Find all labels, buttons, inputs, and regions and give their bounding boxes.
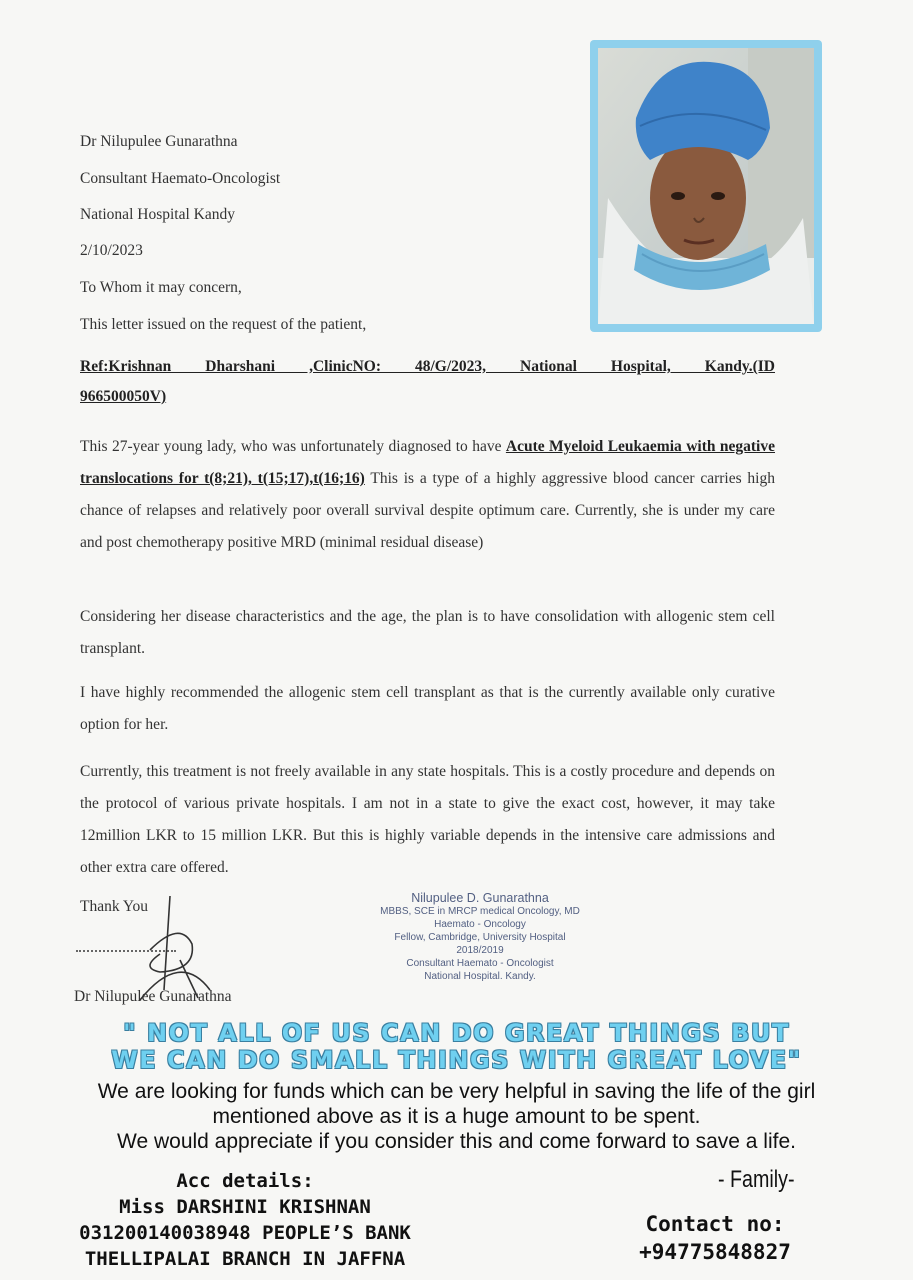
- recommendation-paragraph: I have highly recommended the allogenic stem cell transplant as that is the currently available only curative option for her.: [80, 684, 775, 733]
- stamp-line: Fellow, Cambridge, University Hospital: [394, 932, 566, 943]
- quote-line: WE CAN DO SMALL THINGS WITH GREAT LOVE": [111, 1046, 802, 1074]
- diagnosis-paragraph: [80, 431, 775, 559]
- reference-id: 966500050V): [80, 388, 167, 405]
- stamp-line: Nilupulee D. Gunarathna: [411, 891, 549, 905]
- appeal-line: We are looking for funds which can be very helpful in saving the life of the girl: [97, 1080, 816, 1103]
- plan-paragraph: Considering her disease characteristics and the age, the plan is to have consolidation with allogenic stem cell transplant.: [80, 608, 775, 657]
- intro-line: This letter issued on the request of the patient,: [80, 316, 367, 333]
- quote-line: " NOT ALL OF US CAN DO GREAT THINGS BUT: [123, 1019, 790, 1047]
- patient-photo: [598, 48, 814, 324]
- account-branch: THELLIPALAI BRANCH IN JAFFNA: [84, 1248, 406, 1270]
- diagnosis-highlight: Acute Myeloid Leukaemia with negative translocations for t(8;21), t(15;17),t(16;16): [80, 438, 775, 487]
- doctor-stamp: [350, 892, 610, 983]
- account-details: [20, 1168, 470, 1272]
- appeal-line: We would appreciate if you consider this and come forward to save a life.: [117, 1130, 796, 1153]
- cost-paragraph: Currently, this treatment is not freely available in any state hospitals. This is a costly procedure and depends on the protocol of various private hospitals. I am not in a state to give the exact cost, however, it may take 12million LKR to 15 million LKR. But this is highly variable depends in the intensive care admissions and other extra care offered.: [80, 763, 775, 876]
- signature-name: Dr Nilupulee Gunarathna: [74, 988, 232, 1005]
- stamp-line: 2018/2019: [456, 945, 504, 956]
- contact-number: +94775848827: [639, 1240, 791, 1264]
- doctor-name: Dr Nilupulee Gunarathna: [80, 133, 238, 150]
- family-signoff: - Family-: [718, 1166, 795, 1193]
- diagnosis-text-b: This is a type of a highly aggressive blood cancer carries high chance of relapses and relatively poor overall survival despite optimum care. Currently, she is under my care and post chemotherapy positive MRD (minimal residual disease): [80, 470, 775, 551]
- patient-photo-frame: [590, 40, 822, 332]
- stamp-line: MBBS, SCE in MRCP medical Oncology, MD: [380, 906, 580, 917]
- stamp-line: National Hospital. Kandy.: [424, 971, 536, 982]
- stamp-line: Haemato - Oncology: [434, 919, 526, 930]
- fund-appeal: [0, 1079, 913, 1154]
- reference-line: Ref:Krishnan Dharshani ,ClinicNO: 48/G/2023, National Hospital, Kandy.(ID: [80, 358, 775, 375]
- contact-details: [600, 1210, 830, 1266]
- account-label: Acc details:: [176, 1170, 314, 1192]
- account-number: 031200140038948 PEOPLE’S BANK: [79, 1222, 411, 1244]
- thank-you: Thank You: [80, 898, 149, 915]
- doctor-designation: Consultant Haemato-Oncologist: [80, 170, 281, 187]
- stamp-line: Consultant Haemato - Oncologist: [406, 958, 554, 969]
- quote-banner: [0, 1020, 913, 1074]
- appeal-line: mentioned above as it is a huge amount to be spent.: [212, 1105, 701, 1128]
- contact-label: Contact no:: [645, 1212, 785, 1236]
- hospital-name: National Hospital Kandy: [80, 206, 235, 223]
- diagnosis-text-a: This 27-year young lady, who was unfortunately diagnosed to have: [80, 438, 506, 455]
- salutation: To Whom it may concern,: [80, 279, 242, 296]
- account-holder: Miss DARSHINI KRISHNAN: [119, 1196, 371, 1218]
- letter-date: 2/10/2023: [80, 242, 143, 259]
